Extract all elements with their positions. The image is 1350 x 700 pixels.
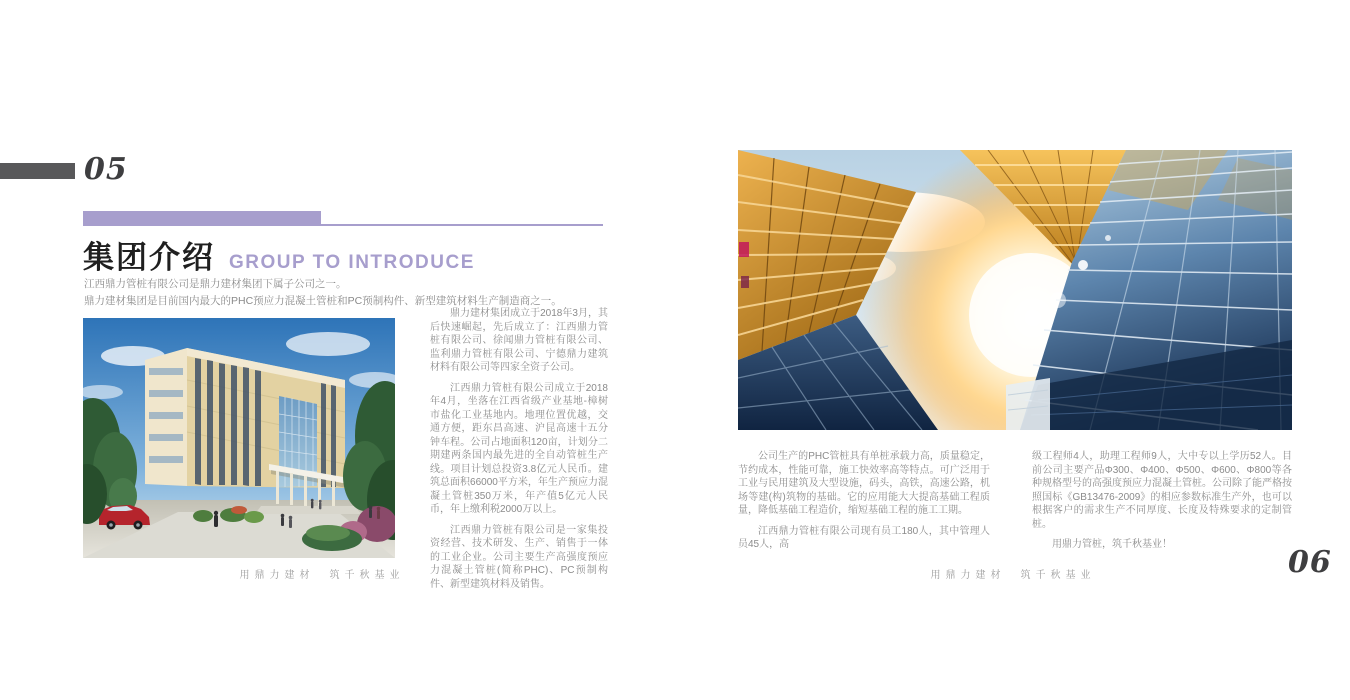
paragraph: 级工程师4人，助理工程师9人，大中专以上学历52人。目前公司主要产品Φ300、Φ400、Φ500、Φ600、Φ800等各种规格型号的高强度预应力混凝土管桩。公司除了能严格按照国标《GB13476-2009》的相应参数标准生产外，也可以根据客户的需求生产不同厚度、长度及特殊要求的定制管桩。 (1032, 451, 1292, 530)
page-number-left: 05 (84, 152, 128, 187)
paragraph: 用鼎力管桩，筑千秋基业！ (1052, 539, 1172, 550)
page-title-cn: 集团介绍 (83, 240, 215, 275)
paragraph: 江西鼎力管桩有限公司是一家集投资经营、技术研发、生产、销售于一体的工业企业。公司主要生产高强度预应力混凝土管桩(简称PHC)、PC预制构件、新型建筑材料及销售。 (430, 524, 608, 590)
skyscrapers-photo (738, 150, 1292, 430)
right-page-column-1 (738, 450, 990, 559)
paragraph: 鼎力建材集团成立于2018年3月，其后快速崛起，先后成立了：江西鼎力管桩有限公司、徐闻鼎力管桩有限公司、监利鼎力管桩有限公司、宁德鼎力建筑材料有限公司等四家全资子公司。 (430, 308, 608, 373)
page-number-right: 06 (1288, 545, 1332, 580)
distant-building (1006, 378, 1050, 430)
right-page-column-2 (1032, 450, 1292, 559)
intro-line: 鼎力建材集团是目前国内最大的PHC预应力混凝土管桩和PC预制构件、新型建筑材料生产制造商之一。 (84, 295, 562, 307)
footer-slogan-right: 用鼎力建材 筑千秋基业 (930, 570, 1096, 581)
skyscrapers-illustration (738, 150, 1292, 430)
intro-line: 江西鼎力管桩有限公司是鼎力建材集团下属子公司之一。 (84, 278, 347, 290)
paragraph: 江西鼎力管桩有限公司成立于2018年4月，坐落在江西省级产业基地-樟树市盐化工业基地内。地理位置优越，交通方便，距东昌高速、沪昆高速十五分钟车程。公司占地面积120亩，计划分二期建两条国内最先进的全自动管桩生产线。项目计划总投资3.8亿元人民币。建筑总面积66000平方米，年生产预应力混凝土管桩350万米，年产值5亿元人民币，年上缴利税2000万以上。 (430, 382, 608, 515)
heading-accent-bar (83, 211, 321, 225)
intro-text (84, 276, 604, 310)
section-title (83, 232, 475, 277)
paragraph: 江西鼎力管桩有限公司现有员工180人，其中管理人员45人，高 (738, 525, 990, 550)
page-title-en: GROUP TO INTRODUCE (229, 252, 475, 273)
building-illustration (83, 318, 395, 558)
left-page-text-column (430, 307, 608, 598)
office-building-photo (83, 318, 395, 558)
footer-slogan-left: 用鼎力建材 筑千秋基业 (239, 570, 405, 581)
heading-underline (83, 224, 603, 226)
corner-accent-bar (0, 163, 75, 179)
paragraph: 公司生产的PHC管桩具有单桩承载力高，质量稳定，节约成本，性能可靠，施工快效率高等特点。可广泛用于工业与民用建筑及大型设施，码头，高铁，高速公路，机场等建(构)筑物的基础。它的应用能大大提高基础工程质量，降低基础工程造价，缩短基础工程的施工工期。 (738, 451, 990, 516)
